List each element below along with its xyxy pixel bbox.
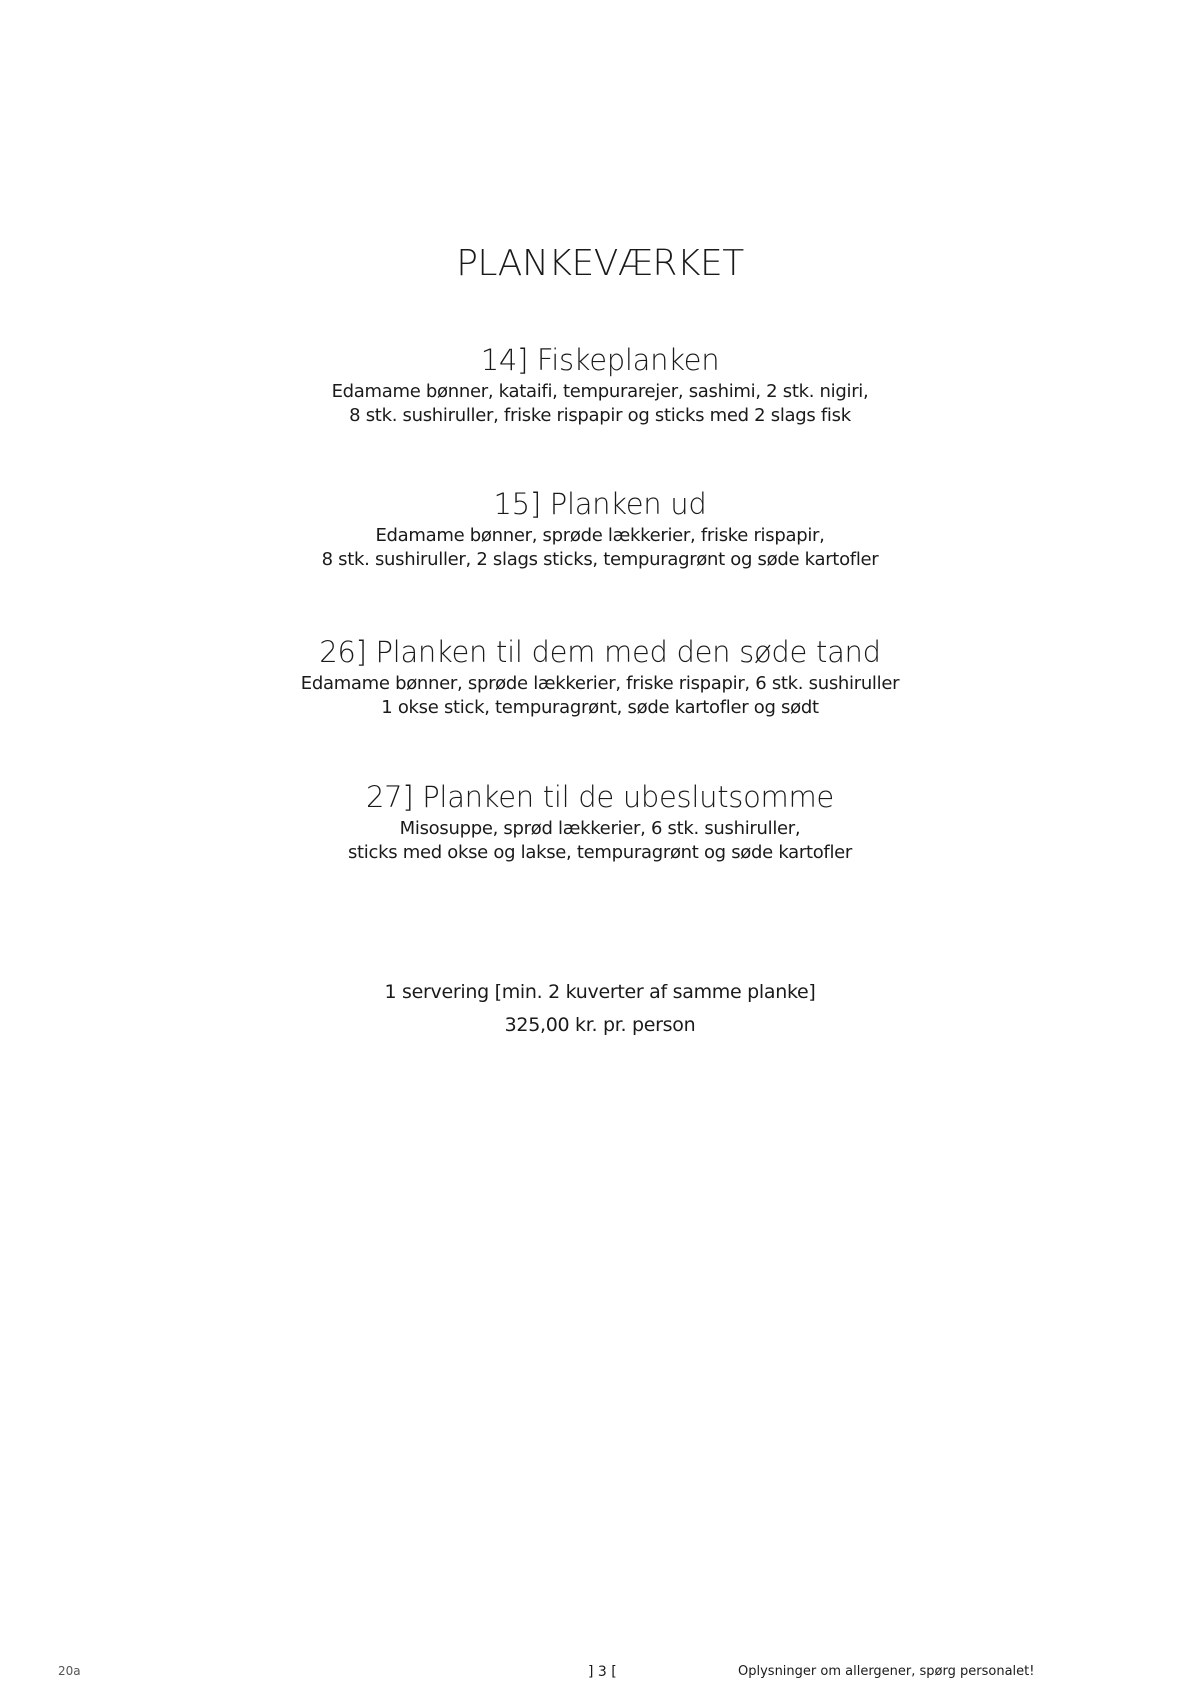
serving-note: 1 servering [min. 2 kuverter af samme planke] [384,981,816,1003]
menu-item-description: 1 okse stick, tempuragrønt, søde kartofler og sødt [381,697,819,718]
menu-item-description: Edamame bønner, sprøde lækkerier, friske rispapir, 6 stk. sushiruller [300,673,900,694]
menu-item-27 [0,777,1200,865]
menu-item-description: Edamame bønner, kataifi, tempurarejer, sashimi, 2 stk. nigiri, [331,381,869,402]
menu-item-description: Misosuppe, sprød lækkerier, 6 stk. sushiruller, [399,818,801,839]
page-number: ] 3 [ [588,1664,617,1680]
page-code: 20a [58,1664,81,1678]
price-per-person: 325,00 kr. pr. person [504,1014,696,1036]
menu-item-title: 27] Planken til de ubeslutsomme [366,780,834,814]
menu-item-26 [0,632,1200,720]
menu-item-description: 8 stk. sushiruller, friske rispapir og sticks med 2 slags fisk [349,405,851,426]
allergen-note: Oplysninger om allergener, spørg personalet! [738,1664,1035,1679]
menu-item-title: 14] Fiskeplanken [480,343,720,377]
menu-item-14 [0,340,1200,428]
serving-info [0,976,1200,1042]
page-footer [0,1664,1200,1702]
menu-item-15 [0,484,1200,572]
menu-item-title: 26] Planken til dem med den søde tand [319,635,881,669]
menu-item-title: 15] Planken ud [493,487,707,521]
page-title: PLANKEVÆRKET [456,243,744,285]
menu-item-description: Edamame bønner, sprøde lækkerier, friske rispapir, [375,525,825,546]
menu-item-description: 8 stk. sushiruller, 2 slags sticks, tempuragrønt og søde kartofler [321,549,879,570]
menu-item-description: sticks med okse og lakse, tempuragrønt og søde kartofler [347,842,853,863]
